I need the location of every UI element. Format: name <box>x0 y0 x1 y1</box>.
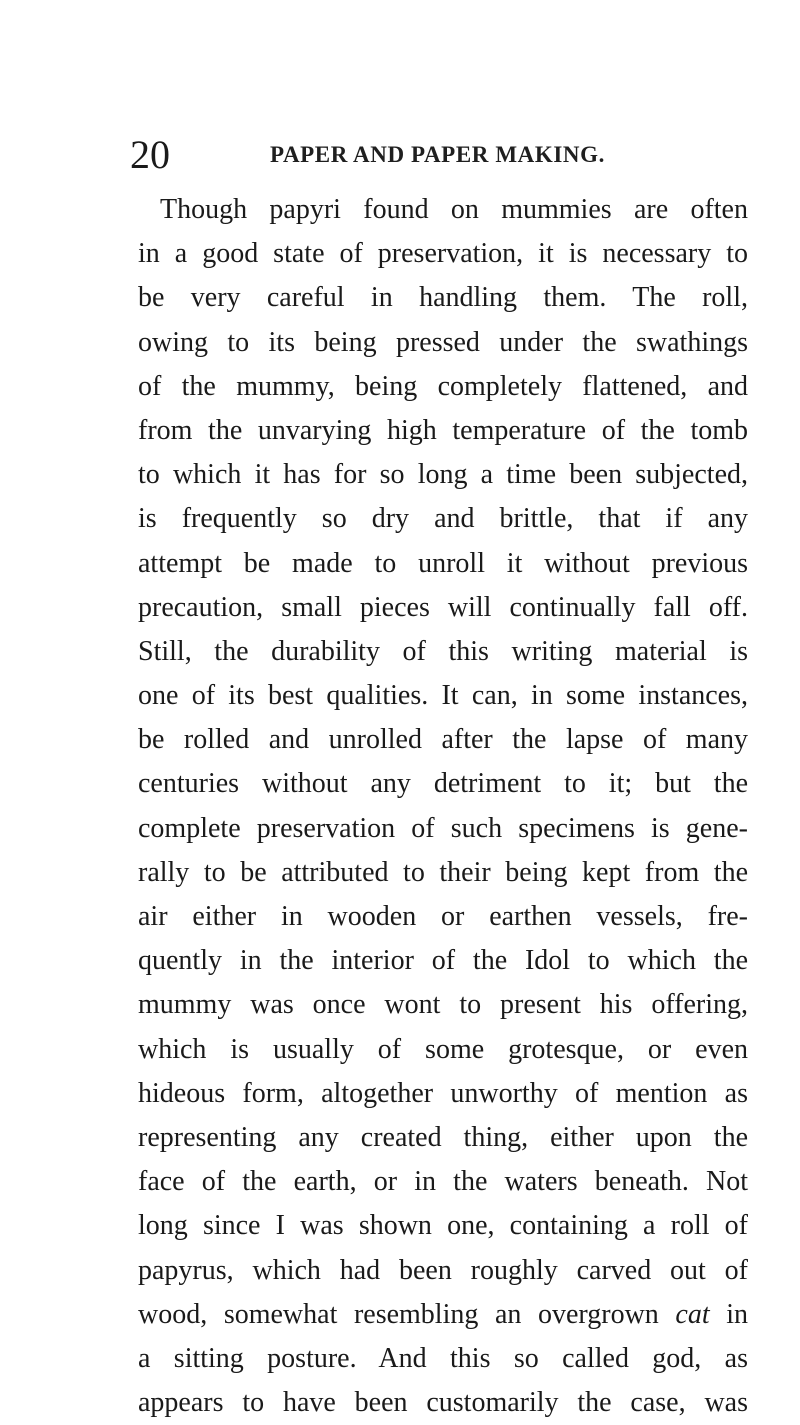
text-line: papyrus, which had been roughly carved out of <box>138 1254 748 1286</box>
text-line: is frequently so dry and brittle, that if any <box>138 503 748 535</box>
text-line: representing any created thing, either upon the <box>138 1121 748 1153</box>
text-line: Though papyri found on mummies are often <box>160 194 748 225</box>
text-line: which is usually of some grotesque, or even <box>138 1033 748 1065</box>
text-line: long since I was shown one, containing a roll of <box>138 1210 748 1242</box>
text-line: in a good state of preservation, it is necessary to <box>138 238 748 270</box>
text-line-with-italic <box>138 1293 748 1337</box>
running-head: PAPER AND PAPER MAKING. <box>270 142 605 167</box>
text-line: owing to its being pressed under the swathings <box>138 326 748 358</box>
text-segment: wood, somewhat resembling an overgrown <box>138 1298 676 1330</box>
text-line: complete preservation of such specimens is gene- <box>138 812 748 844</box>
text-line: precaution, small pieces will continually fall off. <box>138 591 748 623</box>
body-text <box>138 188 748 1425</box>
text-line: air either in wooden or earthen vessels, fre- <box>138 901 748 932</box>
text-line: centuries without any detriment to it; but the <box>138 768 748 800</box>
text-line: mummy was once wont to present his offering, <box>138 989 748 1021</box>
text-line: attempt be made to unroll it without previous <box>138 547 748 579</box>
text-line: hideous form, altogether unworthy of mention as <box>138 1077 748 1109</box>
text-line: appears to have been customarily the case, was <box>138 1387 748 1419</box>
text-line: Still, the durability of this writing material is <box>138 635 748 667</box>
text-line: one of its best qualities. It can, in some instances, <box>138 680 748 712</box>
text-line: a sitting posture. And this so called god, as <box>138 1342 748 1374</box>
text-line: be rolled and unrolled after the lapse of many <box>138 724 748 756</box>
text-line: to which it has for so long a time been subjected, <box>138 459 748 491</box>
text-line: quently in the interior of the Idol to which the <box>138 945 748 977</box>
page-number: 20 <box>130 132 170 177</box>
text-line: rally to be attributed to their being kept from the <box>138 856 748 888</box>
italic-word: cat <box>675 1298 710 1330</box>
text-segment: in <box>709 1298 749 1330</box>
text-line: face of the earth, or in the waters beneath. Not <box>138 1166 748 1198</box>
text-line: from the unvarying high temperature of the tomb <box>138 414 748 446</box>
text-line: be very careful in handling them. The roll, <box>138 282 748 314</box>
text-line: of the mummy, being completely flattened, and <box>138 370 748 402</box>
